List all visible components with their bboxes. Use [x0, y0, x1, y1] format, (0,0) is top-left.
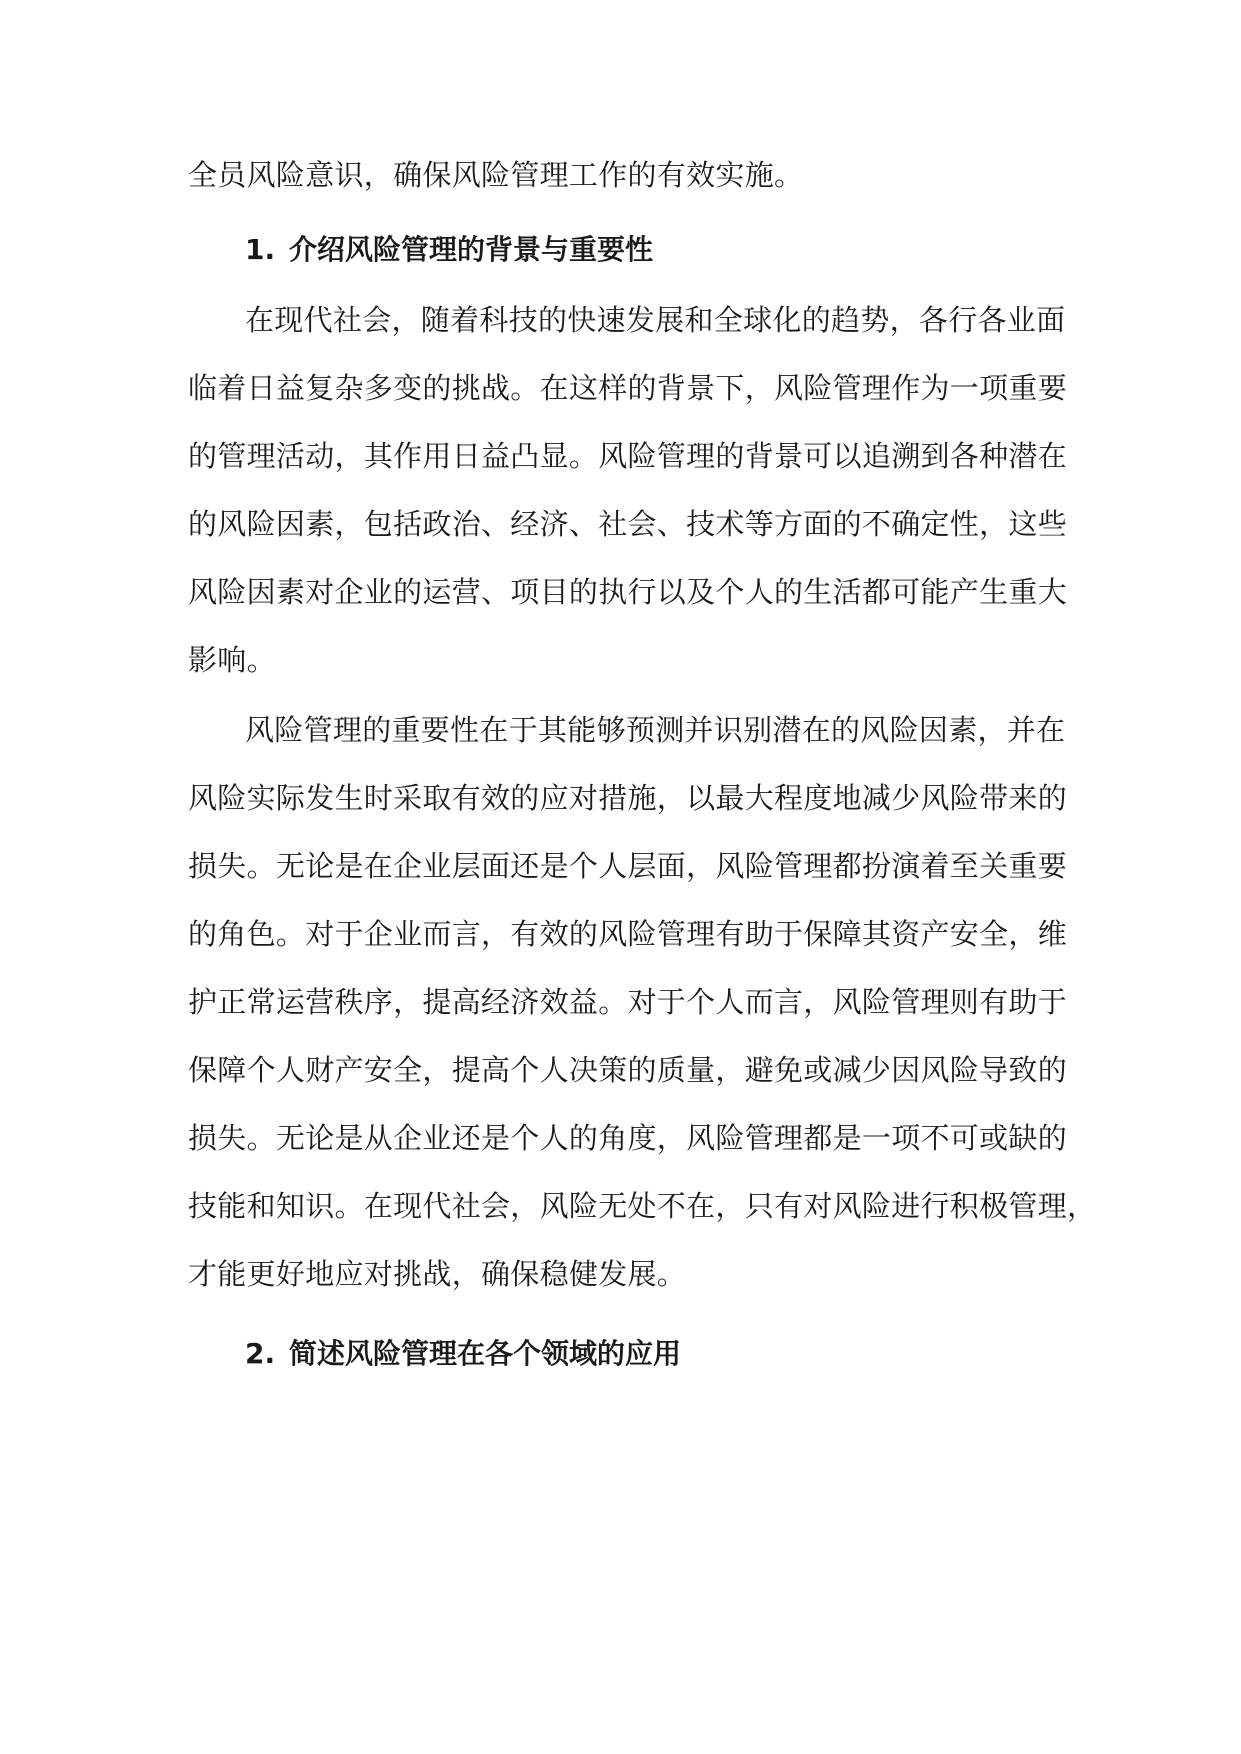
text-line: 技能和知识。在现代社会，风险无处不在，只有对风险进行积极管理，: [188, 1189, 1097, 1223]
text-line: 风险实际发生时采取有效的应对措施，以最大程度地减少风险带来的: [188, 781, 1068, 815]
section-heading-1: [245, 230, 653, 270]
text-line: 风险管理的重要性在于其能够预测并识别潜在的风险因素，并在: [245, 713, 1066, 747]
section-heading-2: [245, 1334, 681, 1374]
text-line: 影响。: [188, 643, 276, 677]
text-line: 在现代社会，随着科技的快速发展和全球化的趋势，各行各业面: [245, 303, 1066, 337]
text-line: 损失。无论是从企业还是个人的角度，风险管理都是一项不可或缺的: [188, 1121, 1068, 1155]
text-line: 全员风险意识，确保风险管理工作的有效实施。: [188, 158, 804, 192]
text-line: 损失。无论是在企业层面还是个人层面，风险管理都扮演着至关重要: [188, 849, 1068, 883]
text-line: 的角色。对于企业而言，有效的风险管理有助于保障其资产安全，维: [188, 917, 1068, 951]
text-line: 保障个人财产安全，提高个人决策的质量，避免或减少因风险导致的: [188, 1053, 1068, 1087]
text-line: 的风险因素，包括政治、经济、社会、技术等方面的不确定性，这些: [188, 507, 1068, 541]
text-line: 风险因素对企业的运营、项目的执行以及个人的生活都可能产生重大: [188, 575, 1068, 609]
section-title: 介绍风险管理的背景与重要性: [289, 233, 654, 266]
text-line: 才能更好地应对挑战，确保稳健发展。: [188, 1257, 687, 1291]
text-line: 临着日益复杂多变的挑战。在这样的背景下，风险管理作为一项重要: [188, 371, 1068, 405]
section-title: 简述风险管理在各个领域的应用: [289, 1337, 682, 1370]
section-number: 1.: [245, 233, 276, 266]
section-number: 2.: [245, 1337, 276, 1370]
text-line: 护正常运营秩序，提高经济效益。对于个人而言，风险管理则有助于: [188, 985, 1068, 1019]
text-line: 的管理活动，其作用日益凸显。风险管理的背景可以追溯到各种潜在: [188, 439, 1068, 473]
